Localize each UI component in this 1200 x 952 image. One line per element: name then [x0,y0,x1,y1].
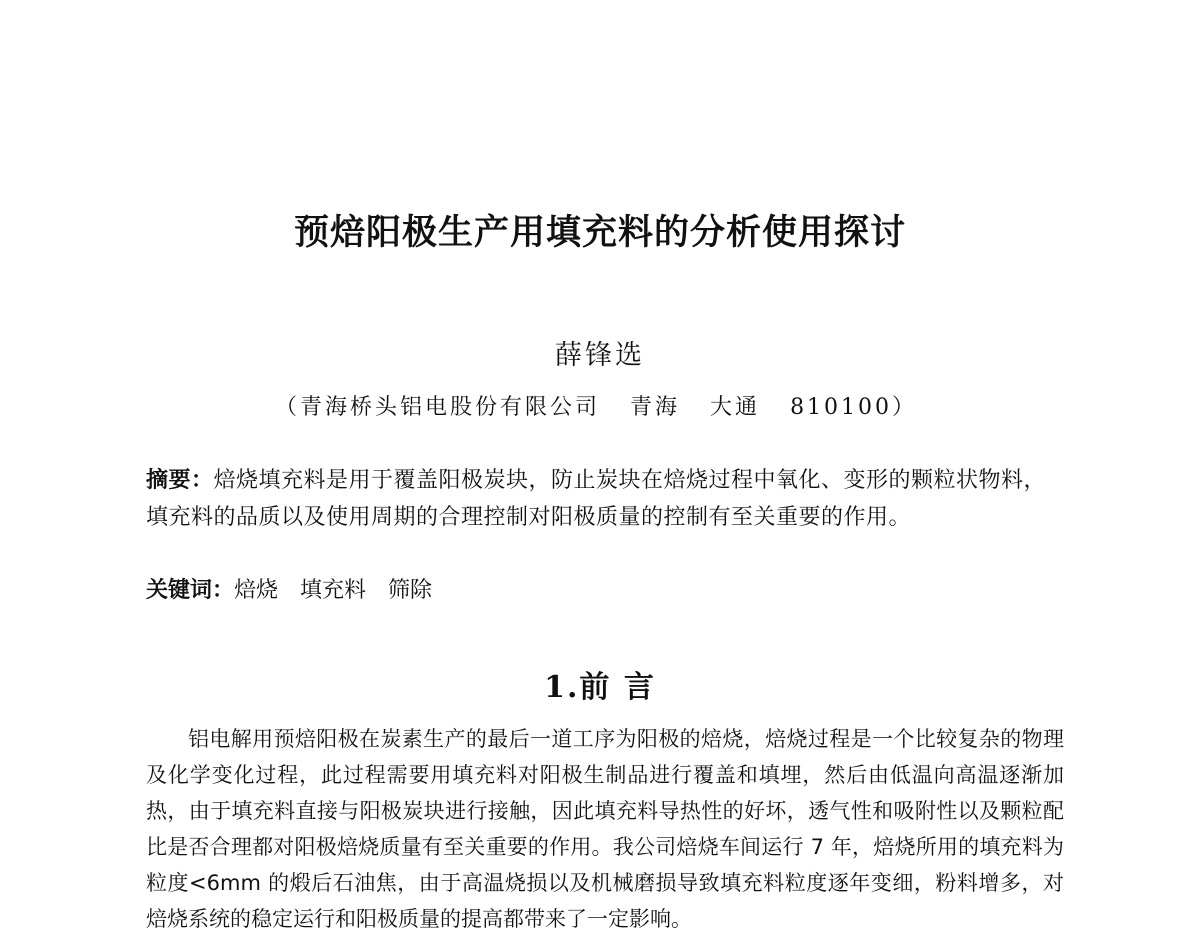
author-affiliation [275,390,917,421]
keywords-label: 关键词： [146,578,235,603]
affiliation-close-paren: ） [892,395,918,420]
keywords [146,572,454,609]
abstract-label: 摘要： [146,468,214,493]
affiliation-postcode: 810100 [790,395,893,420]
affiliation-open-paren: （ [275,395,301,420]
paper-title: 预焙阳极生产用填充料的分析使用探讨 [293,213,906,253]
keyword-item: 筛除 [388,578,433,603]
keyword-item: 焙烧 [234,578,279,603]
abstract-text: 焙烧填充料是用于覆盖阳极炭块，防止炭块在焙烧过程中氧化、变形的颗粒状物料，填充料的品质以及使用周期的合理控制对阳极质量的控制有至关重要的作用。 [146,468,1047,530]
abstract [146,462,1061,536]
introduction-paragraph: 铝电解用预焙阳极在炭素生产的最后一道工序为阳极的焙烧，焙烧过程是一个比较复杂的物理及化学变化过程，此过程需要用填充料对阳极生制品进行覆盖和填埋，然后由低温向高温逐渐加热，由于填充料直接与阳极炭块进行接触，因此填充料导热性的好坏，透气性和吸附性以及颗粒配比是否合理都对阳极焙烧质量有至关重要的作用。我公司焙烧车间运行 7 年，焙烧所用的填充料为粒度<6mm 的煅后石油焦，由于高温烧损以及机械磨损导致填充料粒度逐年变细，粉料增多，对焙烧系统的稳定运行和阳极质量的提高都带来了一定影响。 [146,727,1064,931]
keyword-item: 填充料 [300,578,367,603]
section-heading-introduction: 1.前 言 [544,670,656,705]
author-name: 薛锋选 [555,340,645,371]
affiliation-city: 大通 [710,395,761,420]
affiliation-organization: 青海桥头铝电股份有限公司 [300,395,601,420]
affiliation-province: 青海 [630,395,681,420]
